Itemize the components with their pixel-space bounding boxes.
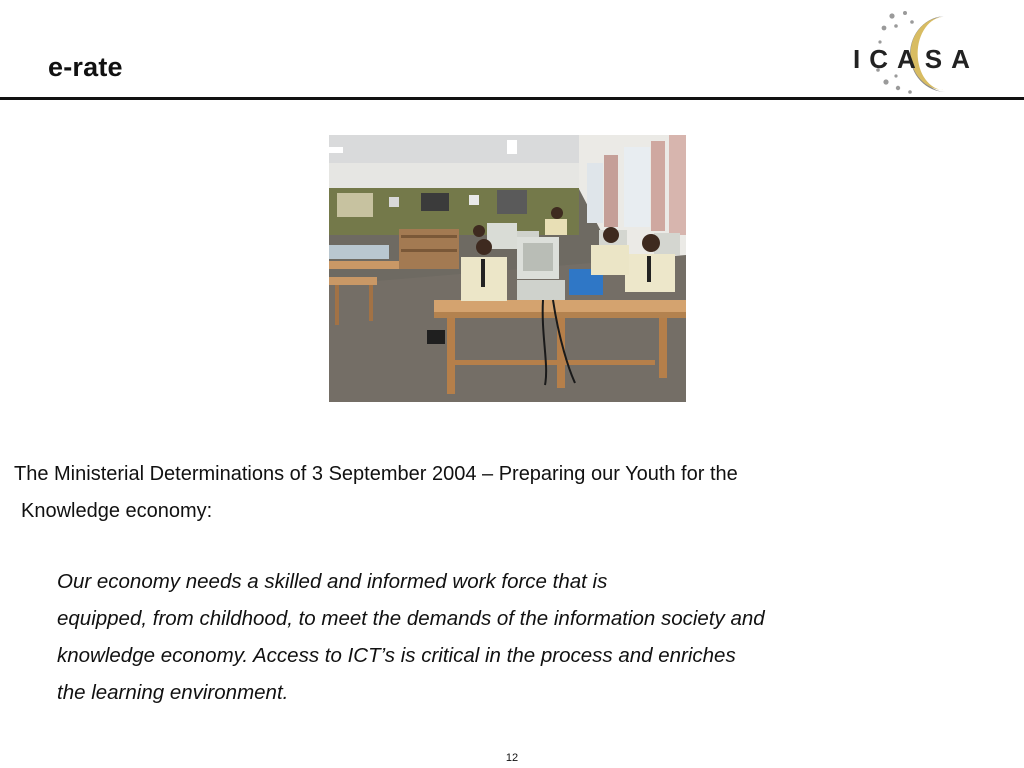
icasa-logo <box>840 8 990 96</box>
title-divider <box>0 97 1024 100</box>
intro-line: Knowledge economy: <box>21 500 213 522</box>
quote-line: equipped, from childhood, to meet the demands of the information society and <box>57 607 765 630</box>
quote-line: the learning environment. <box>57 681 289 704</box>
slide-title: e-rate <box>48 52 123 82</box>
page-number: 12 <box>505 752 519 764</box>
quote-line: knowledge economy. Access to ICT’s is critical in the process and enriches <box>57 644 736 667</box>
classroom-photo <box>329 135 686 402</box>
logo-text: ICASA <box>853 44 979 74</box>
quote-line: Our economy needs a skilled and informed work force that is <box>57 570 608 593</box>
quote-paragraph <box>57 563 977 711</box>
intro-line: The Ministerial Determinations of 3 September 2004 – Preparing our Youth for the <box>14 463 738 485</box>
intro-paragraph <box>14 456 974 530</box>
